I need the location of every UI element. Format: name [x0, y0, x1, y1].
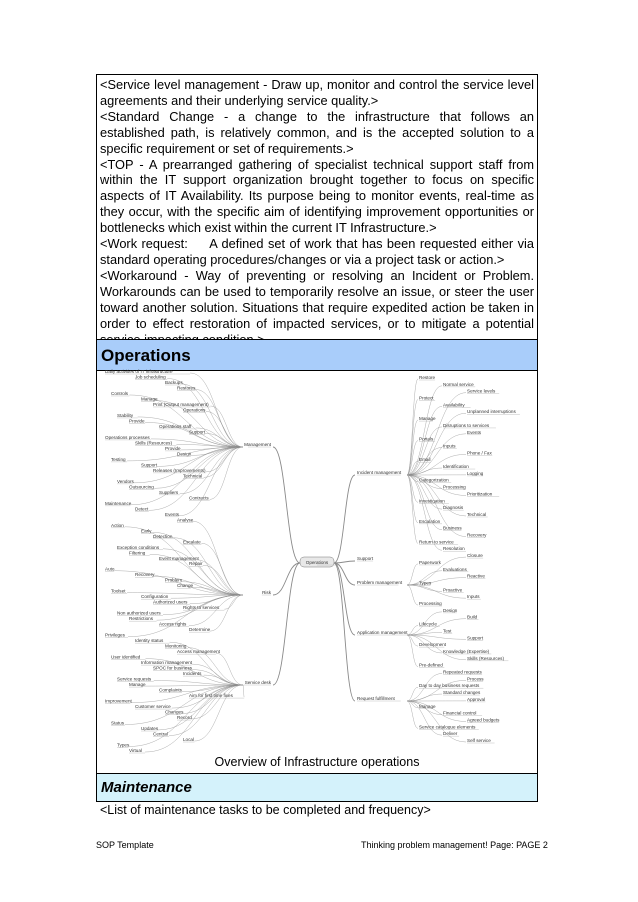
mindmap-leaf-label: Pre-defined: [419, 662, 443, 668]
mindmap-leaf-label: Paperwork: [419, 559, 441, 565]
mindmap-leaf-label: Change: [177, 583, 194, 589]
mindmap-leaf-label: Support: [189, 429, 206, 435]
mindmap-leaf-label: Design: [177, 451, 192, 457]
mindmap-connector: [211, 406, 244, 447]
mindmap-leaf-label: Provide: [129, 418, 145, 424]
mindmap-leaf-label: Local: [183, 737, 194, 743]
mindmap-leaf-label: Events: [165, 511, 180, 517]
footer-template-name: SOP Template: [96, 840, 154, 850]
mindmap-leaf-label: Proactive: [443, 587, 463, 593]
mindmap-leaf-label: Categorization: [419, 477, 449, 483]
mindmap-leaf-label: Prioritization: [467, 491, 493, 497]
mindmap-leaf-label: Email: [419, 457, 431, 463]
mindmap-branch-label: Problem management: [357, 580, 403, 585]
mindmap-leaf-label: Detection: [153, 533, 173, 539]
mindmap-connector: [201, 543, 243, 595]
mindmap-leaf-label: Disruptions to services: [443, 422, 490, 428]
mindmap-leaf-label: Repeated requests: [443, 669, 482, 675]
mindmap-connector: [216, 653, 243, 685]
maintenance-section-header: [97, 773, 537, 801]
mindmap-connector: [407, 626, 418, 635]
mindmap-leaf-label: Backups: [165, 379, 183, 385]
mindmap-leaf-label: Maintenance: [105, 500, 132, 506]
mindmap-leaf-label: Changes: [165, 709, 184, 715]
mindmap-leaf-label: Problem: [165, 577, 183, 583]
mindmap-leaf-label: Test: [443, 628, 452, 634]
mindmap-leaf-label: Diagnosis: [443, 505, 464, 511]
mindmap-leaf-label: Technical: [467, 511, 487, 517]
mindmap-leaf-label: Recovery: [467, 532, 487, 538]
mindmap-leaf-label: Types: [419, 580, 432, 586]
mindmap-connector: [149, 447, 243, 510]
mindmap-leaf-label: Aim for first time fixes: [189, 693, 233, 699]
mindmap-leaf-label: Process: [467, 676, 484, 682]
mindmap-leaf-label: Exception conditions: [117, 544, 160, 550]
mindmap-leaf-label: Resolution: [443, 546, 465, 552]
operations-heading: Operations: [101, 346, 191, 365]
mindmap-connector: [224, 595, 243, 609]
mindmap-leaf-label: Provide: [165, 445, 181, 451]
mindmap-leaf-label: Status: [111, 720, 125, 726]
mindmap-leaf-label: Rights to services: [183, 605, 220, 611]
mindmap-leaf-label: Processing: [443, 484, 466, 490]
definition-workaround: <Workaround - Way of preventing or resolving an Incident or Problem. Workarounds can be used to temporarily resolve an issue, or steer the user toward another solution. Situations that require expedited action be taken in order to effect restoration of impacted services, or to mitigate a potential: [100, 267, 534, 331]
definitions-block: [100, 77, 538, 347]
mindmap-connector: [334, 561, 355, 563]
mindmap-leaf-label: Determine: [189, 627, 211, 633]
mindmap-leaf-label: Inputs: [467, 594, 480, 600]
mindmap-connector: [181, 685, 243, 714]
mindmap-leaf-label: Portals: [419, 436, 434, 442]
mindmap-leaf-label: Types: [117, 742, 130, 748]
footer-page-info: Thinking problem management! Page: PAGE 2: [361, 840, 548, 850]
mindmap-leaf-label: Identification: [443, 464, 469, 470]
mindmap-branch-label: Risk: [262, 590, 271, 595]
mindmap-leaf-label: Lifecycle: [419, 621, 437, 627]
mindmap-leaf-label: Access management: [177, 649, 220, 655]
mindmap-connector: [407, 379, 418, 475]
mindmap-leaf-label: Updates: [141, 726, 159, 732]
mindmap-leaf-label: Recovery: [135, 572, 155, 578]
mindmap-leaf-label: Financial control: [443, 710, 477, 716]
mindmap-leaf-label: Identity status: [135, 638, 164, 644]
mindmap-connector: [273, 563, 300, 685]
mindmap-leaf-label: Analyse: [177, 517, 194, 523]
mindmap-branch-label: Request fulfillment: [357, 696, 395, 701]
mindmap-leaf-label: Toolset: [111, 588, 126, 594]
mindmap-leaf-label: Complaints: [159, 687, 182, 693]
mindmap-leaf-label: Self service: [467, 738, 491, 743]
mindmap-connector: [407, 475, 418, 523]
mindmap-leaf-label: Return to service: [419, 539, 454, 545]
mindmap-leaf-label: Normal service: [443, 381, 474, 387]
mindmap-connector: [334, 475, 355, 563]
mindmap-leaf-label: Access rights: [159, 621, 187, 627]
mindmap-leaf-label: Escalation: [419, 518, 441, 524]
mindmap-connector: [204, 675, 243, 685]
mindmap-leaf-label: Technical: [183, 473, 203, 479]
mindmap-leaf-label: Auto: [105, 566, 115, 572]
mindmap-connector: [407, 635, 418, 667]
mindmap-leaf-label: Restrictions: [129, 616, 153, 622]
mindmap-branch-label: Support: [357, 556, 374, 561]
mindmap-connector: [407, 635, 466, 660]
mindmap-leaf-label: Configuration: [141, 594, 169, 600]
mindmap-leaf-label: Business: [443, 525, 462, 531]
mindmap-leaf-label: Releases (Improvements): [153, 467, 206, 473]
mindmap-leaf-label: Approval: [467, 696, 486, 702]
mindmap-connector: [407, 564, 418, 585]
mindmap-leaf-label: Event management: [159, 555, 199, 561]
mindmap-leaf-label: Manage: [129, 682, 146, 688]
mindmap-leaf-label: Unplanned interruptions: [467, 409, 516, 415]
mindmap-leaf-label: Day to day business requests: [419, 683, 480, 689]
mindmap-leaf-label: Action: [111, 522, 124, 528]
mindmap-leaf-label: Information management: [141, 660, 193, 666]
mindmap-leaf-label: Protect: [419, 395, 434, 401]
mindmap-leaf-label: Service requests: [117, 676, 152, 682]
mindmap-leaf-label: Record: [177, 715, 192, 721]
mindmap-leaf-label: SPOC for business: [153, 665, 193, 671]
mindmap-leaf-label: Stability: [117, 412, 134, 418]
mindmap-leaf-label: Support: [467, 635, 484, 641]
mindmap-leaf-label: Development: [419, 642, 447, 648]
mindmap-leaf-label: Phone / Fax: [467, 450, 492, 456]
mindmap-leaf-label: Availability: [443, 402, 465, 408]
mindmap-leaf-label: Investigation: [419, 498, 445, 504]
maintenance-description: <List of maintenance tasks to be completed and frequency>: [100, 803, 431, 817]
mindmap-leaf-label: Skills (Resources): [467, 655, 505, 661]
mindmap-leaf-label: Manage: [419, 703, 436, 709]
mindmap-leaf-label: Improvement: [105, 698, 132, 704]
mindmap-leaf-label: Monitoring: [165, 643, 187, 649]
mindmap-leaf-label: Repair: [189, 561, 203, 567]
mindmap-center-label: Operations: [305, 560, 329, 565]
mindmap-leaf-label: Vendors: [117, 478, 134, 484]
mindmap-connector: [243, 685, 244, 697]
mindmap-leaf-label: Early: [141, 528, 152, 534]
mindmap-leaf-label: Operations processes: [105, 434, 150, 440]
mindmap-leaf-label: Central: [153, 731, 168, 737]
definition-work-request: <Work request: A defined set of work that has been requested either via standard operating procedures/changes or via a project task or action.>: [100, 236, 538, 267]
mindmap-leaf-label: Knowledge (Expertise): [443, 648, 490, 654]
mindmap-branch-label: Service desk: [244, 680, 271, 685]
definition-top: <TOP - A prearranged gathering of specialist technical support staff from within the IT support organization brought together to focus on specific aspects of IT Availability. Its purpose being to monitor events, real-time as they occur, with the specific aim of identifying improvement opportunities or bottlenecks which exist within the current IT Infrastructure.>: [100, 156, 534, 236]
mindmap-leaf-label: Restores: [177, 385, 196, 391]
mindmap-leaf-label: Job scheduling: [135, 374, 166, 380]
mindmap-connector: [210, 595, 243, 631]
maintenance-heading: Maintenance: [101, 779, 192, 796]
mindmap-branch-label: Management: [244, 442, 271, 447]
mindmap-leaf-label: Contracts: [189, 495, 209, 501]
mindmap-leaf-label: Outsourcing: [129, 484, 154, 490]
mindmap-leaf-label: Print (Output management): [153, 401, 209, 407]
mindmap-leaf-label: Restore: [419, 375, 436, 380]
mindmap-connector: [407, 475, 418, 543]
mindmap-leaf-label: Authorized users: [153, 599, 188, 605]
definition-service-level-management: <Service level management - Draw up, monitor and control the service level agreements and their underlying service quality.>: [100, 77, 534, 108]
mindmap-connector: [407, 585, 442, 591]
mindmap-connector: [407, 687, 418, 701]
mindmap-leaf-label: Testing: [111, 456, 126, 462]
operations-mindmap: [97, 367, 537, 755]
definition-standard-change: <Standard Change - a change to the infrastructure that follows an established path, is relatively common, and is the accepted solution to a specific requirement or set of requirements.>: [100, 108, 534, 156]
mindmap-leaf-label: User identified: [111, 654, 141, 660]
mindmap-connector: [273, 447, 300, 563]
mindmap-leaf-label: Manage: [141, 396, 158, 402]
mindmap-branch-label: Application management: [357, 630, 408, 635]
mindmap-leaf-label: Non authorized users: [117, 610, 161, 616]
figure-caption: Overview of Infrastructure operations: [214, 755, 420, 769]
mindmap-leaf-label: Suppliers: [159, 489, 179, 495]
mindmap-leaf-label: Closure: [467, 553, 483, 559]
mindmap-leaf-label: Support: [141, 462, 158, 468]
mindmap-leaf-label: Agreed budgets: [467, 717, 500, 723]
mindmap-connector: [196, 560, 243, 595]
mindmap-leaf-label: Reactive: [467, 573, 485, 579]
mindmap-leaf-label: Standard changes: [443, 690, 481, 696]
mindmap-connector: [206, 411, 243, 447]
mindmap-leaf-label: Build: [467, 614, 478, 620]
mindmap-connector: [407, 632, 442, 635]
mindmap-leaf-label: Processing: [419, 601, 442, 607]
mindmap-leaf-label: Operations staff: [159, 423, 192, 429]
mindmap-leaf-label: Manage: [419, 416, 436, 422]
mindmap-leaf-label: Inputs: [443, 443, 456, 449]
mindmap-leaf-label: Daily activities of IT infrastructure: [105, 369, 173, 374]
mindmap-leaf-label: Privileges: [105, 632, 125, 638]
mindmap-leaf-label: Events: [467, 429, 482, 435]
mindmap-leaf-label: Virtual: [129, 748, 142, 753]
mindmap-leaf-label: Design: [443, 607, 458, 613]
mindmap-svg: [97, 367, 537, 755]
mindmap-leaf-label: Filtering: [129, 550, 146, 556]
content-table: [96, 74, 538, 817]
mindmap-leaf-label: Operations: [183, 407, 206, 413]
mindmap-leaf-label: Logging: [467, 470, 484, 476]
mindmap-leaf-label: Incidents: [183, 671, 202, 677]
mindmap-connector: [206, 447, 243, 472]
mindmap-connector: [407, 441, 418, 475]
mindmap-leaf-label: Skills (Resources): [135, 440, 173, 446]
mindmap-leaf-label: Detect: [135, 506, 149, 512]
mindmap-leaf-label: Deliver: [443, 731, 458, 737]
mindmap-leaf-label: Customer service: [135, 704, 171, 710]
mindmap-leaf-label: Controls: [111, 390, 129, 396]
mindmap-leaf-label: Evaluations: [443, 566, 467, 572]
mindmap-branch-label: Incident management: [357, 470, 402, 475]
mindmap-connector: [203, 565, 243, 595]
mindmap-leaf-label: Service catalogue elements: [419, 724, 476, 730]
mindmap-leaf-label: Service levels: [467, 388, 496, 394]
mindmap-leaf-label: Escalate: [183, 539, 201, 545]
mindmap-connector: [407, 585, 418, 605]
